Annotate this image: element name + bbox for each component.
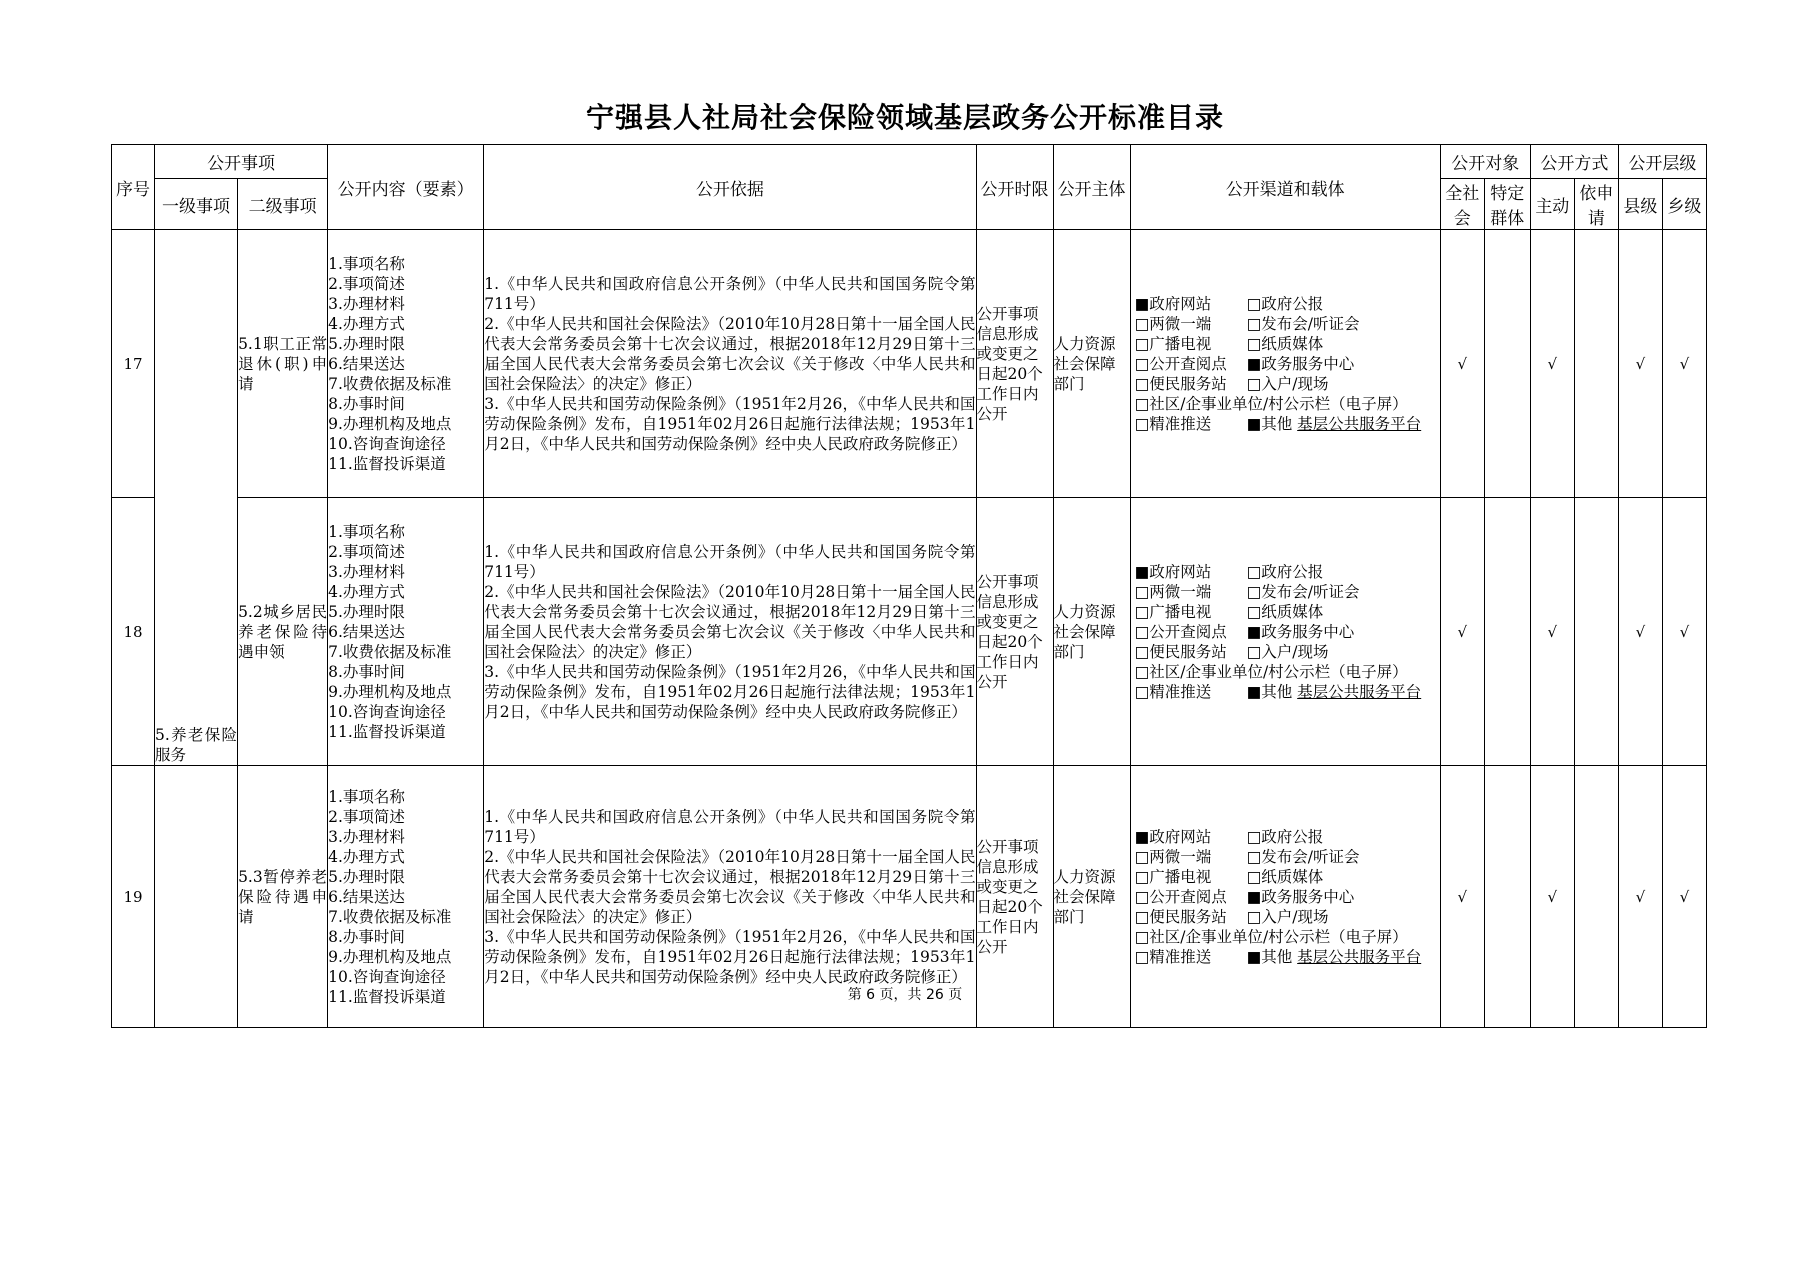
check-all-society: √ xyxy=(1440,230,1484,498)
check-county: √ xyxy=(1618,230,1662,498)
content-element: 4.办理方式 xyxy=(328,847,405,866)
header-channel: 公开渠道和载体 xyxy=(1130,145,1440,230)
channel-option: □广播电视 xyxy=(1134,602,1212,621)
content-element: 3.办理材料 xyxy=(328,562,405,581)
content-element: 7.收费依据及标准 xyxy=(328,642,452,661)
check-township: √ xyxy=(1662,498,1706,766)
content-element: 9.办理机构及地点 xyxy=(328,947,452,966)
channel-option: □纸质媒体 xyxy=(1246,602,1324,621)
channel-option: □公开查阅点 xyxy=(1134,622,1227,641)
content-element: 6.结果送达 xyxy=(328,887,405,906)
basis-text: 1.《中华人民共和国政府信息公开条例》（中华人民共和国国务院令第711号） 2.《中华人民共和国社会保险法》（2010年10月28日第十一届全国人民代表大会常务委员会第十七次会议通过，根据2018年12月29日第十三届全国人民代表大会常务委员会第七次会议《关于修改〈中华人民共和国社会保险法〉的决定》修正） 3.《中华人民共和国劳动保险条例》（1951年2月26，《中华人民共和国劳动保险条例》发布，自1951年02月26日起施行法律法规；1953年1月2日，《中华人民共和国劳动保险条例》经中央人民政府政务院修正） xyxy=(484,498,976,766)
header-subject: 公开主体 xyxy=(1053,145,1130,230)
channel-option: ■政府网站 xyxy=(1134,562,1212,581)
channel-option: □两微一端 xyxy=(1134,847,1212,866)
disclosure-subject: 人力资源社会保障部门 xyxy=(1053,766,1130,1028)
check-specific-group xyxy=(1484,498,1530,766)
disclosure-subject: 人力资源社会保障部门 xyxy=(1053,498,1130,766)
content-element: 10.咨询查询途径 xyxy=(328,702,446,721)
channel-option: □两微一端 xyxy=(1134,582,1212,601)
channel-option: □社区/企事业单位/村公示栏（电子屏） xyxy=(1134,662,1408,681)
channel-option: □便民服务站 xyxy=(1134,907,1227,926)
header-on-request: 依申请 xyxy=(1574,179,1618,230)
content-element: 5.办理时限 xyxy=(328,867,405,886)
content-element: 9.办理机构及地点 xyxy=(328,682,452,701)
channel-option: □精准推送 xyxy=(1134,947,1212,966)
content-element: 11.监督投诉渠道 xyxy=(328,454,446,473)
channel-option: □入户/现场 xyxy=(1246,642,1329,661)
check-county: √ xyxy=(1618,766,1662,1028)
content-element: 10.咨询查询途径 xyxy=(328,967,446,986)
page-footer: 第 6 页，共 26 页 xyxy=(847,987,963,1003)
header-content: 公开内容（要素） xyxy=(328,145,484,230)
header-target: 公开对象 xyxy=(1440,145,1530,179)
channel-option: ■政府网站 xyxy=(1134,294,1212,313)
content-element: 6.结果送达 xyxy=(328,622,405,641)
channel-option: □广播电视 xyxy=(1134,867,1212,886)
content-element: 1.事项名称 xyxy=(328,254,405,273)
check-active: √ xyxy=(1530,766,1574,1028)
content-element: 7.收费依据及标准 xyxy=(328,374,452,393)
channel-option: □入户/现场 xyxy=(1246,374,1329,393)
content-element: 8.办事时间 xyxy=(328,927,405,946)
row-seq: 18 xyxy=(112,498,155,766)
time-limit: 公开事项信息形成或变更之日起20个工作日内公开 xyxy=(976,766,1053,1028)
channel-option: □广播电视 xyxy=(1134,334,1212,353)
channel-cell xyxy=(1130,498,1440,766)
header-all-society: 全社会 xyxy=(1440,179,1484,230)
check-specific-group xyxy=(1484,230,1530,498)
channel-option: ■政府网站 xyxy=(1134,827,1212,846)
channel-option: □政府公报 xyxy=(1246,562,1324,581)
header-method: 公开方式 xyxy=(1530,145,1618,179)
header-matters: 公开事项 xyxy=(155,145,328,179)
table-row xyxy=(112,498,1707,766)
row-seq: 17 xyxy=(112,230,155,498)
header-specific-group: 特定群体 xyxy=(1484,179,1530,230)
content-element: 7.收费依据及标准 xyxy=(328,907,452,926)
header-seq: 序号 xyxy=(112,145,155,230)
level1-item: 5.养老保险服务 xyxy=(155,230,238,766)
channel-option: □社区/企事业单位/村公示栏（电子屏） xyxy=(1134,927,1408,946)
channel-option: ■其他 基层公共服务平台 xyxy=(1246,947,1422,966)
content-elements xyxy=(328,230,484,498)
level2-item: 5.3暂停养老保险待遇申请 xyxy=(238,766,328,1028)
channel-option: ■政务服务中心 xyxy=(1246,887,1355,906)
content-element: 6.结果送达 xyxy=(328,354,405,373)
content-element: 1.事项名称 xyxy=(328,787,405,806)
channel-option: □便民服务站 xyxy=(1134,642,1227,661)
content-element: 11.监督投诉渠道 xyxy=(328,987,446,1006)
channel-option: □精准推送 xyxy=(1134,682,1212,701)
content-element: 10.咨询查询途径 xyxy=(328,434,446,453)
check-all-society: √ xyxy=(1440,766,1484,1028)
channel-option: □公开查阅点 xyxy=(1134,887,1227,906)
check-active: √ xyxy=(1530,230,1574,498)
basis-text: 1.《中华人民共和国政府信息公开条例》（中华人民共和国国务院令第711号） 2.《中华人民共和国社会保险法》（2010年10月28日第十一届全国人民代表大会常务委员会第十七次会议通过，根据2018年12月29日第十三届全国人民代表大会常务委员会第七次会议《关于修改〈中华人民共和国社会保险法〉的决定》修正） 3.《中华人民共和国劳动保险条例》（1951年2月26，《中华人民共和国劳动保险条例》发布，自1951年02月26日起施行法律法规；1953年1月2日，《中华人民共和国劳动保险条例》经中央人民政府政务院修正） xyxy=(484,230,976,498)
content-element: 3.办理材料 xyxy=(328,294,405,313)
header-township: 乡级 xyxy=(1662,179,1706,230)
check-township: √ xyxy=(1662,230,1706,498)
channel-option: ■其他 基层公共服务平台 xyxy=(1246,682,1422,701)
content-element: 3.办理材料 xyxy=(328,827,405,846)
content-element: 8.办事时间 xyxy=(328,662,405,681)
channel-option: □社区/企事业单位/村公示栏（电子屏） xyxy=(1134,394,1408,413)
time-limit: 公开事项信息形成或变更之日起20个工作日内公开 xyxy=(976,498,1053,766)
table-row xyxy=(112,230,1707,498)
channel-option: □发布会/听证会 xyxy=(1246,847,1360,866)
channel-option: □纸质媒体 xyxy=(1246,334,1324,353)
header-basis: 公开依据 xyxy=(484,145,976,230)
check-on-request xyxy=(1574,498,1618,766)
content-elements xyxy=(328,498,484,766)
content-element: 4.办理方式 xyxy=(328,314,405,333)
header-time: 公开时限 xyxy=(976,145,1053,230)
channel-cell xyxy=(1130,230,1440,498)
channel-option: □政府公报 xyxy=(1246,294,1324,313)
check-active: √ xyxy=(1530,498,1574,766)
channel-option: □发布会/听证会 xyxy=(1246,582,1360,601)
header-active: 主动 xyxy=(1530,179,1574,230)
header-level1: 一级事项 xyxy=(155,179,238,230)
channel-option: □公开查阅点 xyxy=(1134,354,1227,373)
row-seq: 19 xyxy=(112,766,155,1028)
channel-option: □入户/现场 xyxy=(1246,907,1329,926)
channel-option: □精准推送 xyxy=(1134,414,1212,433)
check-township: √ xyxy=(1662,766,1706,1028)
channel-option: □两微一端 xyxy=(1134,314,1212,333)
disclosure-table xyxy=(111,144,1707,1028)
channel-option: ■政务服务中心 xyxy=(1246,354,1355,373)
level2-item: 5.1职工正常退休(职)申请 xyxy=(238,230,328,498)
header-level2: 二级事项 xyxy=(238,179,328,230)
header-level: 公开层级 xyxy=(1618,145,1706,179)
content-element: 8.办事时间 xyxy=(328,394,405,413)
disclosure-subject: 人力资源社会保障部门 xyxy=(1053,230,1130,498)
check-on-request xyxy=(1574,230,1618,498)
content-element: 11.监督投诉渠道 xyxy=(328,722,446,741)
content-element: 1.事项名称 xyxy=(328,522,405,541)
check-county: √ xyxy=(1618,498,1662,766)
content-element: 9.办理机构及地点 xyxy=(328,414,452,433)
channel-option: □政府公报 xyxy=(1246,827,1324,846)
channel-option: □便民服务站 xyxy=(1134,374,1227,393)
header-county: 县级 xyxy=(1618,179,1662,230)
content-element: 2.事项简述 xyxy=(328,274,405,293)
channel-option: ■其他 基层公共服务平台 xyxy=(1246,414,1422,433)
channel-option: □纸质媒体 xyxy=(1246,867,1324,886)
document-title: 宁强县人社局社会保险领域基层政务公开标准目录 xyxy=(585,101,1224,134)
content-element: 4.办理方式 xyxy=(328,582,405,601)
content-element: 5.办理时限 xyxy=(328,602,405,621)
content-element: 2.事项简述 xyxy=(328,542,405,561)
time-limit: 公开事项信息形成或变更之日起20个工作日内公开 xyxy=(976,230,1053,498)
level2-item: 5.2城乡居民养老保险待遇申领 xyxy=(238,498,328,766)
basis-text: 1.《中华人民共和国政府信息公开条例》（中华人民共和国国务院令第711号） 2.《中华人民共和国社会保险法》（2010年10月28日第十一届全国人民代表大会常务委员会第十七次会议通过，根据2018年12月29日第十三届全国人民代表大会常务委员会第七次会议《关于修改〈中华人民共和国社会保险法〉的决定》修正） 3.《中华人民共和国劳动保险条例》（1951年2月26，《中华人民共和国劳动保险条例》发布，自1951年02月26日起施行法律法规；1953年1月2日，《中华人民共和国劳动保险条例》经中央人民政府政务院修正） xyxy=(484,766,976,1028)
check-all-society: √ xyxy=(1440,498,1484,766)
channel-option: ■政务服务中心 xyxy=(1246,622,1355,641)
content-element: 2.事项简述 xyxy=(328,807,405,826)
content-element: 5.办理时限 xyxy=(328,334,405,353)
channel-option: □发布会/听证会 xyxy=(1246,314,1360,333)
